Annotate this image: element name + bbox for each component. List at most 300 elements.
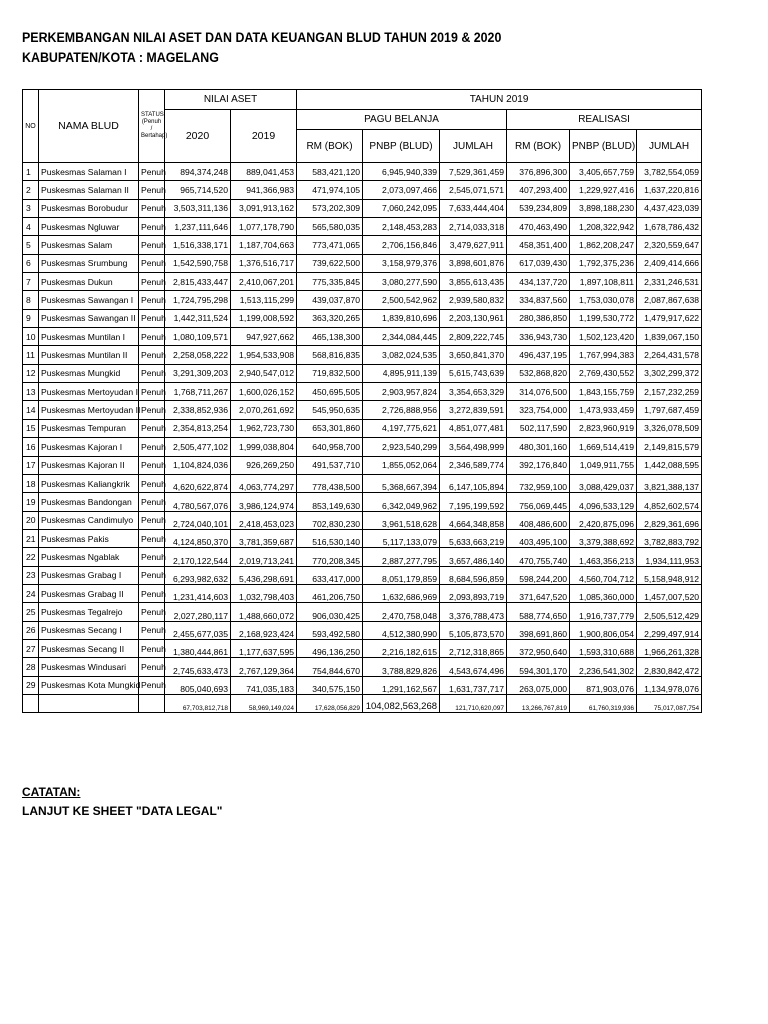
- row-realisasi-pnbp: 1,900,806,054: [570, 621, 637, 639]
- row-aset-2019: 3,986,124,974: [231, 493, 297, 511]
- row-aset-2019: 2,410,067,201: [231, 273, 297, 291]
- row-realisasi-pnbp: 1,593,310,688: [570, 639, 637, 657]
- row-aset-2019: 2,168,923,424: [231, 621, 297, 639]
- table-row: [23, 658, 702, 676]
- row-pagu-jumlah: 3,855,613,435: [440, 273, 507, 291]
- document-subtitle: KABUPATEN/KOTA : MAGELANG: [22, 50, 219, 65]
- row-status: Penuh: [139, 273, 165, 291]
- row-pagu-pnbp: 3,788,829,826: [363, 658, 440, 676]
- row-realisasi-rm: 617,039,430: [507, 254, 570, 272]
- row-aset-2020: 2,354,813,254: [165, 419, 231, 437]
- row-pagu-rm: 568,816,835: [297, 346, 363, 364]
- row-pagu-pnbp: 5,368,667,394: [363, 474, 440, 492]
- row-name: Puskesmas Salaman II: [39, 181, 139, 199]
- row-pagu-rm: 491,537,710: [297, 456, 363, 474]
- row-status: Penuh: [139, 309, 165, 327]
- row-aset-2020: 1,442,311,524: [165, 309, 231, 327]
- row-status: Penuh: [139, 236, 165, 254]
- row-realisasi-jumlah: 2,299,497,914: [637, 621, 702, 639]
- row-aset-2019: 1,999,038,804: [231, 438, 297, 456]
- row-status: Penuh: [139, 603, 165, 621]
- row-realisasi-rm: 539,234,809: [507, 199, 570, 217]
- row-aset-2020: 1,724,795,298: [165, 291, 231, 309]
- table-row: [23, 273, 702, 291]
- row-status: Penuh: [139, 438, 165, 456]
- row-pagu-pnbp: 4,197,775,621: [363, 419, 440, 437]
- row-name: Puskesmas Muntilan I: [39, 328, 139, 346]
- row-pagu-pnbp: 7,060,242,095: [363, 199, 440, 217]
- table-row: [23, 456, 702, 474]
- row-status: Penuh: [139, 218, 165, 236]
- row-pagu-pnbp: 1,632,686,969: [363, 584, 440, 602]
- row-realisasi-jumlah: 2,331,246,531: [637, 273, 702, 291]
- row-pagu-pnbp: 3,158,979,376: [363, 254, 440, 272]
- row-no: 10: [23, 328, 39, 346]
- total-status-cell: [139, 694, 165, 712]
- row-pagu-rm: 906,030,425: [297, 603, 363, 621]
- row-pagu-rm: 340,575,150: [297, 676, 363, 694]
- row-pagu-jumlah: 5,105,873,570: [440, 621, 507, 639]
- row-realisasi-pnbp: 1,473,933,459: [570, 401, 637, 419]
- row-realisasi-jumlah: 1,442,088,595: [637, 456, 702, 474]
- row-realisasi-rm: 392,176,840: [507, 456, 570, 474]
- row-aset-2020: 965,714,520: [165, 181, 231, 199]
- row-no: 13: [23, 383, 39, 401]
- row-aset-2020: 2,338,852,936: [165, 401, 231, 419]
- row-name: Puskesmas Mertoyudan II: [39, 401, 139, 419]
- row-realisasi-jumlah: 1,966,261,328: [637, 639, 702, 657]
- row-aset-2019: 2,418,453,023: [231, 511, 297, 529]
- row-realisasi-pnbp: 2,420,875,096: [570, 511, 637, 529]
- table-row: [23, 548, 702, 566]
- row-realisasi-jumlah: 2,505,512,429: [637, 603, 702, 621]
- row-status: Penuh: [139, 676, 165, 694]
- row-status: Penuh: [139, 584, 165, 602]
- row-realisasi-pnbp: 1,085,360,000: [570, 584, 637, 602]
- row-realisasi-pnbp: 3,379,388,692: [570, 529, 637, 547]
- row-aset-2019: 1,376,516,717: [231, 254, 297, 272]
- row-status: Penuh: [139, 346, 165, 364]
- table-row: [23, 584, 702, 602]
- row-realisasi-pnbp: 1,843,155,759: [570, 383, 637, 401]
- total-pagu-jumlah: 121,710,620,097: [440, 694, 507, 712]
- table-row: [23, 639, 702, 657]
- header-status: STATUS (Penuh / Bertahap): [139, 90, 165, 163]
- row-realisasi-rm: 470,463,490: [507, 218, 570, 236]
- header-pagu-belanja: PAGU BELANJA: [297, 110, 507, 130]
- row-aset-2019: 1,600,026,152: [231, 383, 297, 401]
- row-pagu-pnbp: 2,344,084,445: [363, 328, 440, 346]
- row-status: Penuh: [139, 254, 165, 272]
- row-no: 4: [23, 218, 39, 236]
- row-status: Penuh: [139, 456, 165, 474]
- row-status: Penuh: [139, 419, 165, 437]
- row-pagu-jumlah: 5,633,663,219: [440, 529, 507, 547]
- row-realisasi-rm: 336,943,730: [507, 328, 570, 346]
- row-no: 19: [23, 493, 39, 511]
- row-realisasi-jumlah: 2,830,842,472: [637, 658, 702, 676]
- header-pagu-rm: RM (BOK): [297, 130, 363, 163]
- row-aset-2019: 947,927,662: [231, 328, 297, 346]
- row-realisasi-pnbp: 1,753,030,078: [570, 291, 637, 309]
- row-pagu-jumlah: 6,147,105,894: [440, 474, 507, 492]
- row-no: 14: [23, 401, 39, 419]
- table-row: [23, 291, 702, 309]
- total-aset-2020: 67,703,812,718: [165, 694, 231, 712]
- header-nama-blud: NAMA BLUD: [39, 90, 139, 163]
- table-row: [23, 254, 702, 272]
- row-pagu-jumlah: 1,631,737,717: [440, 676, 507, 694]
- row-realisasi-rm: 470,755,740: [507, 548, 570, 566]
- row-aset-2020: 1,237,111,646: [165, 218, 231, 236]
- row-aset-2019: 2,019,713,241: [231, 548, 297, 566]
- row-aset-2020: 2,258,058,222: [165, 346, 231, 364]
- row-realisasi-jumlah: 3,821,388,137: [637, 474, 702, 492]
- row-aset-2020: 4,620,622,874: [165, 474, 231, 492]
- row-realisasi-jumlah: 2,149,815,579: [637, 438, 702, 456]
- table-row: [23, 676, 702, 694]
- row-status: Penuh: [139, 163, 165, 181]
- row-aset-2020: 6,293,982,632: [165, 566, 231, 584]
- row-aset-2019: 741,035,183: [231, 676, 297, 694]
- row-pagu-jumlah: 2,545,071,571: [440, 181, 507, 199]
- row-no: 7: [23, 273, 39, 291]
- row-pagu-jumlah: 3,272,839,591: [440, 401, 507, 419]
- row-name: Puskesmas Bandongan: [39, 493, 139, 511]
- row-realisasi-jumlah: 2,264,431,578: [637, 346, 702, 364]
- row-pagu-jumlah: 2,809,222,745: [440, 328, 507, 346]
- row-pagu-rm: 496,136,250: [297, 639, 363, 657]
- row-pagu-jumlah: 5,615,743,639: [440, 364, 507, 382]
- row-realisasi-rm: 458,351,400: [507, 236, 570, 254]
- row-realisasi-jumlah: 3,782,883,792: [637, 529, 702, 547]
- row-pagu-jumlah: 2,714,033,318: [440, 218, 507, 236]
- row-pagu-jumlah: 4,851,077,481: [440, 419, 507, 437]
- row-pagu-pnbp: 4,895,911,139: [363, 364, 440, 382]
- row-realisasi-jumlah: 4,852,602,574: [637, 493, 702, 511]
- row-pagu-jumlah: 3,354,653,329: [440, 383, 507, 401]
- row-realisasi-pnbp: 1,792,375,236: [570, 254, 637, 272]
- row-pagu-pnbp: 3,082,024,535: [363, 346, 440, 364]
- row-aset-2019: 941,366,983: [231, 181, 297, 199]
- row-pagu-rm: 640,958,700: [297, 438, 363, 456]
- row-realisasi-jumlah: 2,157,232,259: [637, 383, 702, 401]
- row-pagu-pnbp: 2,500,542,962: [363, 291, 440, 309]
- row-aset-2020: 894,374,248: [165, 163, 231, 181]
- row-realisasi-rm: 407,293,400: [507, 181, 570, 199]
- row-status: Penuh: [139, 328, 165, 346]
- row-pagu-pnbp: 2,923,540,299: [363, 438, 440, 456]
- row-no: 22: [23, 548, 39, 566]
- row-pagu-jumlah: 3,564,498,999: [440, 438, 507, 456]
- row-name: Puskesmas Tempuran: [39, 419, 139, 437]
- table-row: [23, 438, 702, 456]
- row-pagu-rm: 573,202,309: [297, 199, 363, 217]
- row-no: 8: [23, 291, 39, 309]
- row-aset-2020: 805,040,693: [165, 676, 231, 694]
- row-status: Penuh: [139, 658, 165, 676]
- table-body: [23, 163, 702, 695]
- row-no: 21: [23, 529, 39, 547]
- row-realisasi-pnbp: 1,229,927,416: [570, 181, 637, 199]
- row-pagu-jumlah: 4,543,674,496: [440, 658, 507, 676]
- total-aset-2019: 58,969,149,024: [231, 694, 297, 712]
- row-aset-2019: 1,032,798,403: [231, 584, 297, 602]
- row-pagu-jumlah: 2,712,318,865: [440, 639, 507, 657]
- header-pagu-pnbp: PNBP (BLUD): [363, 130, 440, 163]
- row-realisasi-rm: 403,495,100: [507, 529, 570, 547]
- row-aset-2019: 2,070,261,692: [231, 401, 297, 419]
- row-realisasi-rm: 372,950,640: [507, 639, 570, 657]
- row-pagu-rm: 450,695,505: [297, 383, 363, 401]
- row-aset-2019: 4,063,774,297: [231, 474, 297, 492]
- row-aset-2020: 2,815,433,447: [165, 273, 231, 291]
- row-pagu-pnbp: 2,073,097,466: [363, 181, 440, 199]
- row-aset-2019: 1,077,178,790: [231, 218, 297, 236]
- table-row: [23, 621, 702, 639]
- row-pagu-rm: 593,492,580: [297, 621, 363, 639]
- table-row: [23, 401, 702, 419]
- row-no: 2: [23, 181, 39, 199]
- row-status: Penuh: [139, 291, 165, 309]
- row-aset-2020: 2,505,477,102: [165, 438, 231, 456]
- table-row: [23, 181, 702, 199]
- row-realisasi-rm: 598,244,200: [507, 566, 570, 584]
- row-name: Puskesmas Muntilan II: [39, 346, 139, 364]
- row-status: Penuh: [139, 401, 165, 419]
- row-name: Puskesmas Kajoran II: [39, 456, 139, 474]
- row-name: Puskesmas Tegalrejo: [39, 603, 139, 621]
- row-pagu-jumlah: 3,479,627,911: [440, 236, 507, 254]
- lanjut-note: LANJUT KE SHEET "DATA LEGAL": [22, 804, 223, 818]
- catatan-label: CATATAN:: [22, 785, 81, 799]
- row-aset-2019: 1,187,704,663: [231, 236, 297, 254]
- row-name: Puskesmas Kajoran I: [39, 438, 139, 456]
- row-realisasi-jumlah: 3,326,078,509: [637, 419, 702, 437]
- row-name: Puskesmas Ngablak: [39, 548, 139, 566]
- row-aset-2020: 1,768,711,267: [165, 383, 231, 401]
- table-row: [23, 309, 702, 327]
- row-realisasi-rm: 323,754,000: [507, 401, 570, 419]
- row-name: Puskesmas Secang I: [39, 621, 139, 639]
- row-pagu-rm: 633,417,000: [297, 566, 363, 584]
- row-realisasi-pnbp: 1,897,108,811: [570, 273, 637, 291]
- row-aset-2019: 2,767,129,364: [231, 658, 297, 676]
- row-aset-2020: 2,745,633,473: [165, 658, 231, 676]
- row-name: Puskesmas Mertoyudan I: [39, 383, 139, 401]
- row-pagu-pnbp: 1,839,810,696: [363, 309, 440, 327]
- row-status: Penuh: [139, 364, 165, 382]
- row-realisasi-jumlah: 1,678,786,432: [637, 218, 702, 236]
- row-realisasi-jumlah: 1,934,111,953: [637, 548, 702, 566]
- table-row: [23, 364, 702, 382]
- total-pagu-pnbp: 104,082,563,268: [363, 694, 440, 712]
- row-no: 15: [23, 419, 39, 437]
- row-pagu-pnbp: 3,080,277,590: [363, 273, 440, 291]
- row-no: 6: [23, 254, 39, 272]
- row-pagu-jumlah: 7,529,361,459: [440, 163, 507, 181]
- row-realisasi-jumlah: 2,087,867,638: [637, 291, 702, 309]
- row-aset-2019: 3,091,913,162: [231, 199, 297, 217]
- total-pagu-rm: 17,628,056,829: [297, 694, 363, 712]
- table-row: [23, 236, 702, 254]
- row-name: Puskesmas Kota Mungkid: [39, 676, 139, 694]
- row-aset-2019: 889,041,453: [231, 163, 297, 181]
- total-no-cell: [23, 694, 39, 712]
- row-pagu-pnbp: 6,342,049,962: [363, 493, 440, 511]
- row-pagu-jumlah: 2,346,589,774: [440, 456, 507, 474]
- row-pagu-pnbp: 2,726,888,956: [363, 401, 440, 419]
- row-realisasi-pnbp: 1,767,994,383: [570, 346, 637, 364]
- table-row: [23, 529, 702, 547]
- row-realisasi-rm: 334,837,560: [507, 291, 570, 309]
- row-realisasi-rm: 496,437,195: [507, 346, 570, 364]
- row-no: 9: [23, 309, 39, 327]
- row-pagu-pnbp: 3,961,518,628: [363, 511, 440, 529]
- table-row: [23, 163, 702, 181]
- row-realisasi-jumlah: 1,637,220,816: [637, 181, 702, 199]
- total-realisasi-rm: 13,266,767,819: [507, 694, 570, 712]
- header-realisasi-rm: RM (BOK): [507, 130, 570, 163]
- row-name: Puskesmas Dukun: [39, 273, 139, 291]
- row-pagu-pnbp: 6,945,940,339: [363, 163, 440, 181]
- row-name: Puskesmas Grabag I: [39, 566, 139, 584]
- row-aset-2020: 3,291,309,203: [165, 364, 231, 382]
- row-aset-2020: 1,104,824,036: [165, 456, 231, 474]
- row-realisasi-rm: 588,774,650: [507, 603, 570, 621]
- row-no: 12: [23, 364, 39, 382]
- row-pagu-pnbp: 2,903,957,824: [363, 383, 440, 401]
- row-no: 27: [23, 639, 39, 657]
- row-name: Puskesmas Sawangan II: [39, 309, 139, 327]
- row-pagu-jumlah: 7,633,444,404: [440, 199, 507, 217]
- row-status: Penuh: [139, 566, 165, 584]
- row-pagu-rm: 754,844,670: [297, 658, 363, 676]
- row-status: Penuh: [139, 529, 165, 547]
- row-realisasi-rm: 263,075,000: [507, 676, 570, 694]
- row-name: Puskesmas Pakis: [39, 529, 139, 547]
- row-pagu-rm: 516,530,140: [297, 529, 363, 547]
- row-aset-2020: 1,380,444,861: [165, 639, 231, 657]
- row-status: Penuh: [139, 493, 165, 511]
- row-realisasi-jumlah: 1,839,067,150: [637, 328, 702, 346]
- row-realisasi-jumlah: 3,302,299,372: [637, 364, 702, 382]
- header-realisasi-pnbp: PNBP (BLUD): [570, 130, 637, 163]
- row-pagu-pnbp: 2,470,758,048: [363, 603, 440, 621]
- total-realisasi-pnbp: 61,760,319,936: [570, 694, 637, 712]
- row-pagu-rm: 461,206,750: [297, 584, 363, 602]
- row-pagu-pnbp: 2,148,453,283: [363, 218, 440, 236]
- row-aset-2019: 1,488,660,072: [231, 603, 297, 621]
- row-aset-2020: 2,170,122,544: [165, 548, 231, 566]
- row-status: Penuh: [139, 621, 165, 639]
- row-pagu-pnbp: 1,291,162,567: [363, 676, 440, 694]
- row-pagu-rm: 702,830,230: [297, 511, 363, 529]
- row-status: Penuh: [139, 181, 165, 199]
- row-pagu-rm: 363,320,265: [297, 309, 363, 327]
- row-aset-2019: 926,269,250: [231, 456, 297, 474]
- document-title: PERKEMBANGAN NILAI ASET DAN DATA KEUANGAN BLUD TAHUN 2019 & 2020: [22, 30, 502, 45]
- row-realisasi-jumlah: 1,797,687,459: [637, 401, 702, 419]
- row-realisasi-jumlah: 4,437,423,039: [637, 199, 702, 217]
- row-no: 28: [23, 658, 39, 676]
- row-name: Puskesmas Candimulyo: [39, 511, 139, 529]
- row-pagu-pnbp: 2,887,277,795: [363, 548, 440, 566]
- header-pagu-jumlah: JUMLAH: [440, 130, 507, 163]
- row-pagu-rm: 773,471,065: [297, 236, 363, 254]
- row-pagu-jumlah: 3,650,841,370: [440, 346, 507, 364]
- table-row: [23, 474, 702, 492]
- row-pagu-jumlah: 2,939,580,832: [440, 291, 507, 309]
- row-pagu-rm: 778,438,500: [297, 474, 363, 492]
- row-pagu-pnbp: 8,051,179,859: [363, 566, 440, 584]
- row-realisasi-rm: 756,069,445: [507, 493, 570, 511]
- row-name: Puskesmas Mungkid: [39, 364, 139, 382]
- row-realisasi-rm: 408,486,600: [507, 511, 570, 529]
- row-pagu-rm: 583,421,120: [297, 163, 363, 181]
- row-status: Penuh: [139, 548, 165, 566]
- row-realisasi-jumlah: 1,479,917,622: [637, 309, 702, 327]
- table-row: [23, 493, 702, 511]
- row-realisasi-jumlah: 2,320,559,647: [637, 236, 702, 254]
- row-realisasi-pnbp: 2,769,430,552: [570, 364, 637, 382]
- row-aset-2020: 2,455,677,035: [165, 621, 231, 639]
- row-no: 23: [23, 566, 39, 584]
- row-pagu-rm: 719,832,500: [297, 364, 363, 382]
- row-realisasi-pnbp: 1,502,123,420: [570, 328, 637, 346]
- row-no: 1: [23, 163, 39, 181]
- row-pagu-pnbp: 2,706,156,846: [363, 236, 440, 254]
- row-status: Penuh: [139, 199, 165, 217]
- row-pagu-jumlah: 3,898,601,876: [440, 254, 507, 272]
- table-row: [23, 566, 702, 584]
- total-realisasi-jumlah: 75,017,087,754: [637, 694, 702, 712]
- row-aset-2020: 1,080,109,571: [165, 328, 231, 346]
- row-aset-2019: 1,177,637,595: [231, 639, 297, 657]
- total-row: [23, 694, 702, 712]
- row-no: 24: [23, 584, 39, 602]
- row-pagu-rm: 775,335,845: [297, 273, 363, 291]
- row-pagu-rm: 439,037,870: [297, 291, 363, 309]
- header-no: NO: [23, 90, 39, 163]
- row-realisasi-rm: 280,386,850: [507, 309, 570, 327]
- row-realisasi-rm: 376,896,300: [507, 163, 570, 181]
- row-aset-2019: 1,962,723,730: [231, 419, 297, 437]
- row-realisasi-jumlah: 1,134,978,076: [637, 676, 702, 694]
- row-pagu-rm: 653,301,860: [297, 419, 363, 437]
- row-realisasi-jumlah: 5,158,948,912: [637, 566, 702, 584]
- row-realisasi-pnbp: 3,088,429,037: [570, 474, 637, 492]
- row-pagu-jumlah: 2,093,893,719: [440, 584, 507, 602]
- row-realisasi-pnbp: 1,199,530,772: [570, 309, 637, 327]
- row-name: Puskesmas Secang II: [39, 639, 139, 657]
- header-realisasi-jumlah: JUMLAH: [637, 130, 702, 163]
- row-no: 25: [23, 603, 39, 621]
- row-no: 3: [23, 199, 39, 217]
- row-aset-2019: 5,436,298,691: [231, 566, 297, 584]
- row-realisasi-pnbp: 1,049,911,755: [570, 456, 637, 474]
- row-aset-2019: 1,513,115,299: [231, 291, 297, 309]
- row-pagu-jumlah: 4,664,348,858: [440, 511, 507, 529]
- row-name: Puskesmas Sawangan I: [39, 291, 139, 309]
- row-pagu-pnbp: 5,117,133,079: [363, 529, 440, 547]
- row-no: 26: [23, 621, 39, 639]
- table-row: [23, 328, 702, 346]
- row-name: Puskesmas Grabag II: [39, 584, 139, 602]
- row-pagu-rm: 739,622,500: [297, 254, 363, 272]
- row-aset-2020: 4,124,850,370: [165, 529, 231, 547]
- row-aset-2020: 1,231,414,603: [165, 584, 231, 602]
